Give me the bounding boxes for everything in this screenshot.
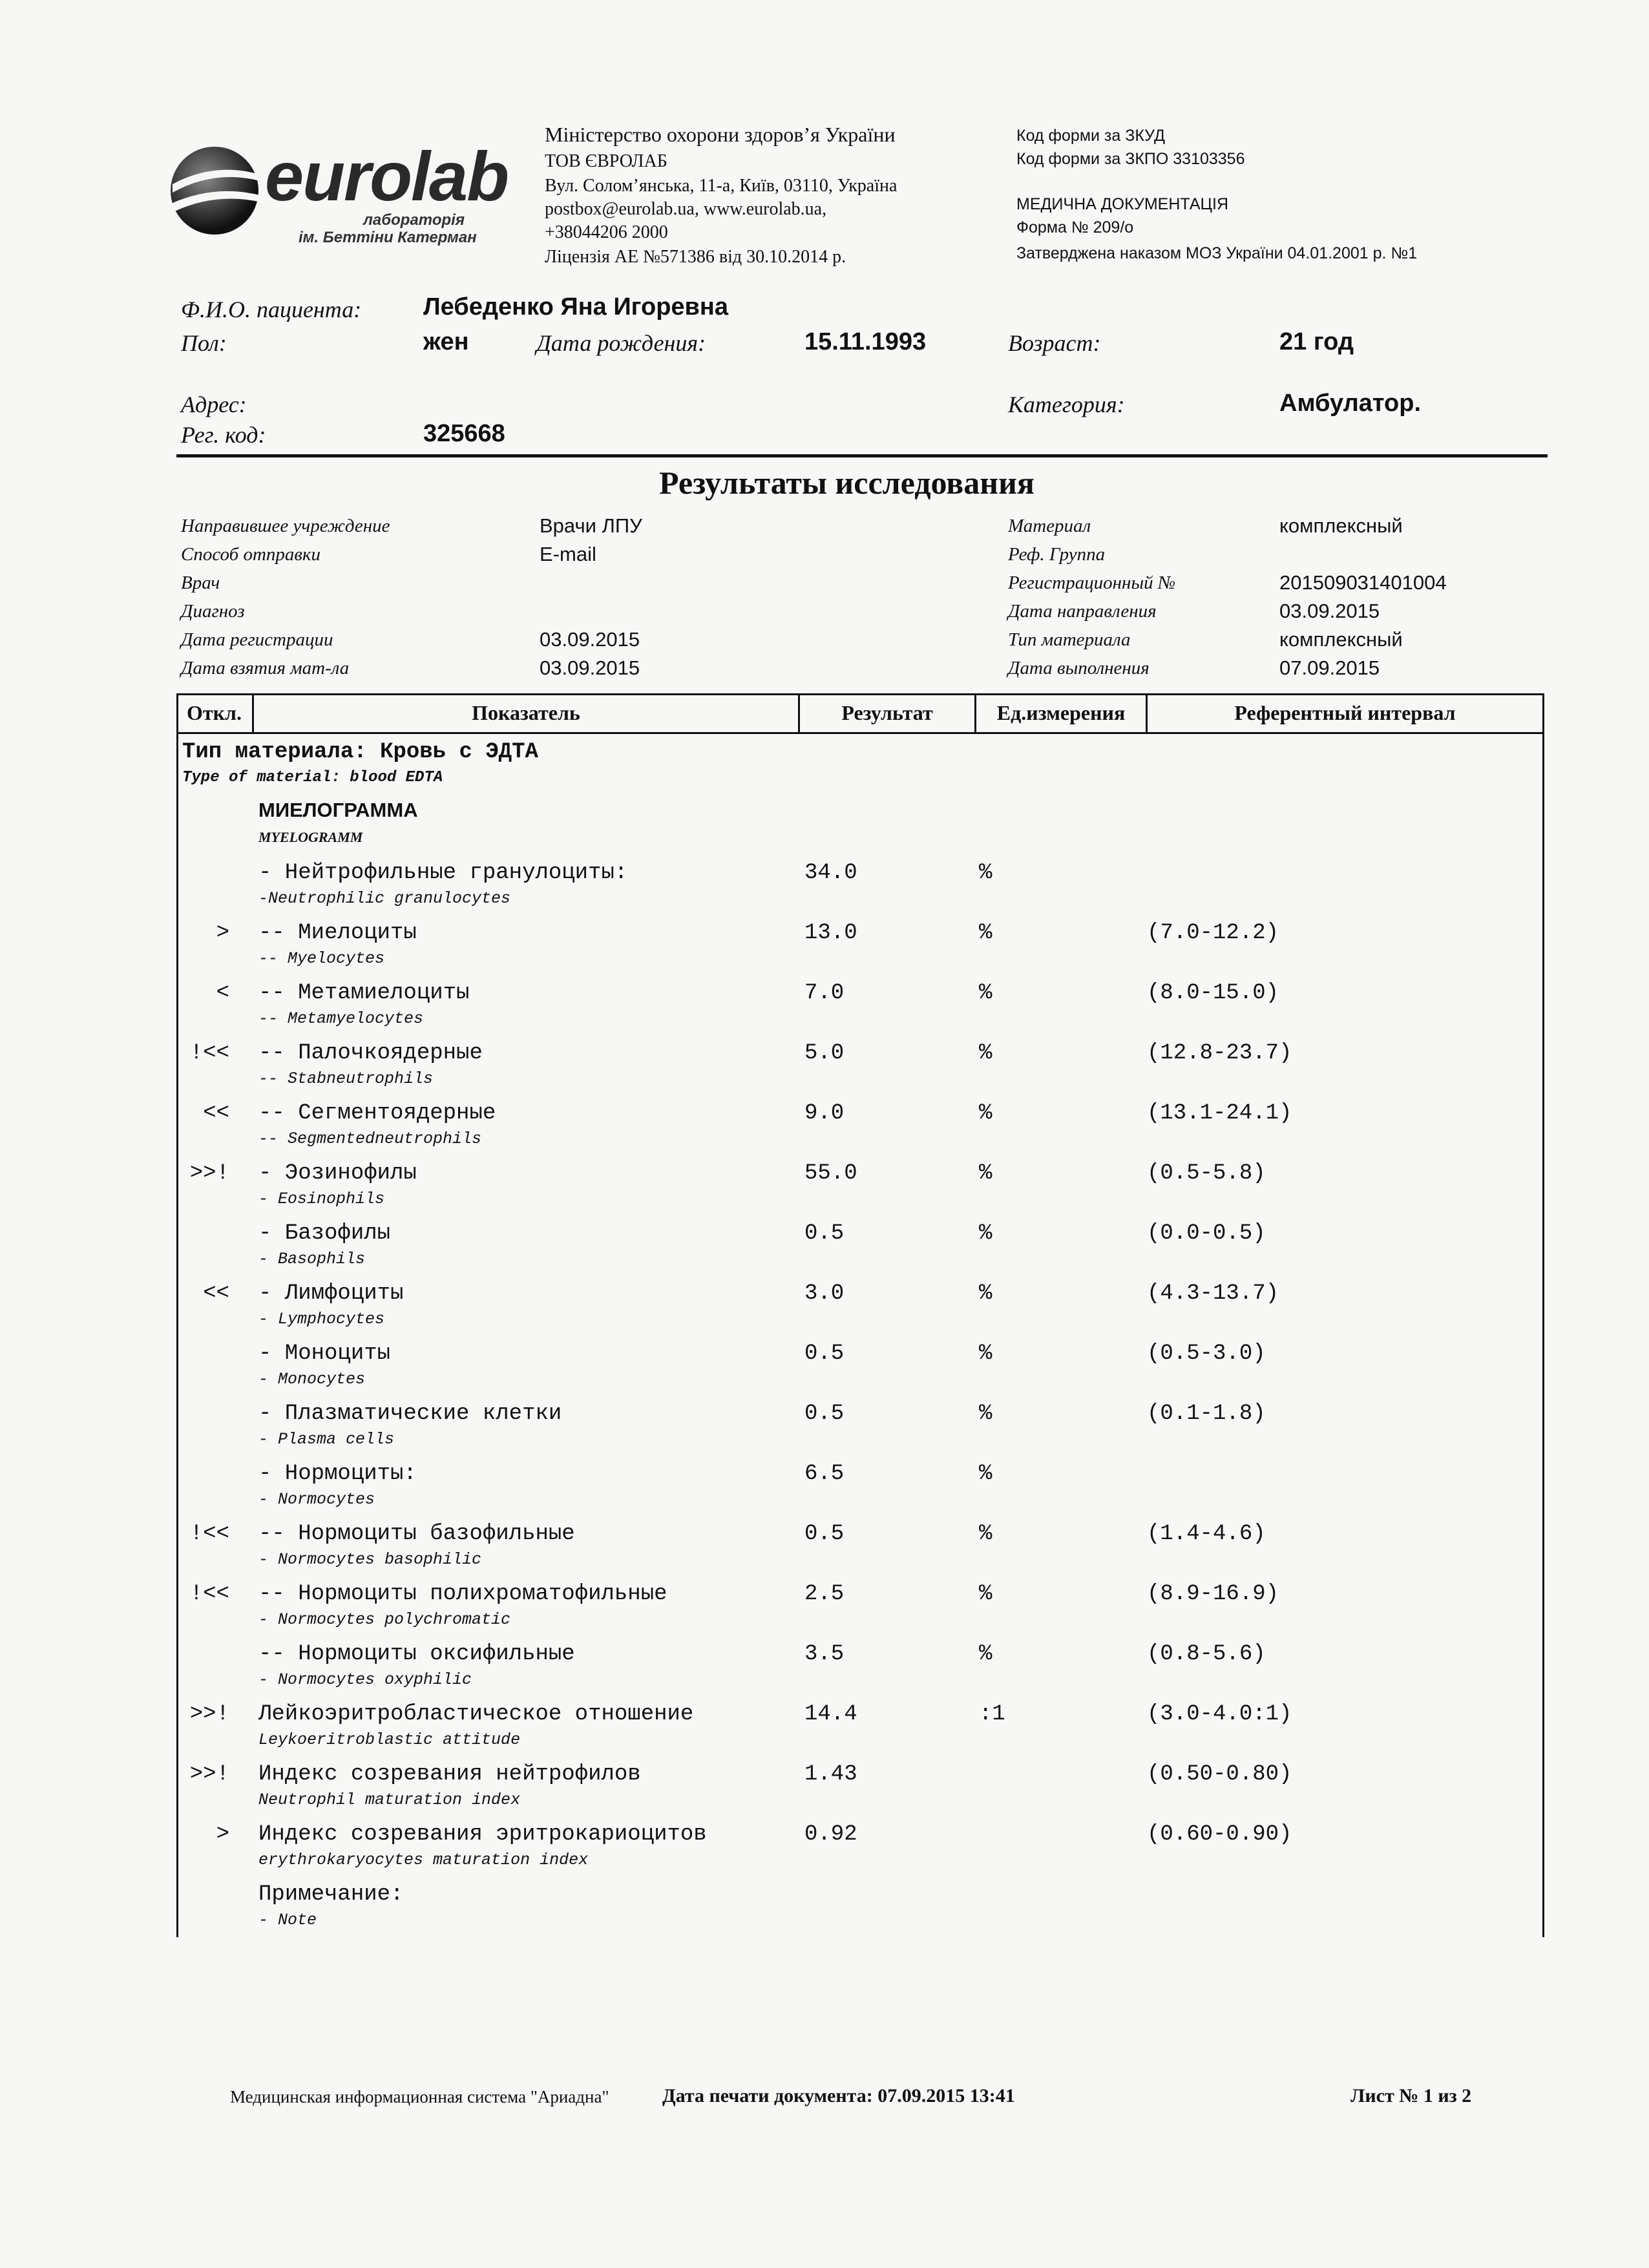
row-unit: % [979, 1402, 993, 1426]
address-label: Адрес: [181, 392, 247, 417]
meta-value: 03.09.2015 [540, 656, 640, 679]
row-indicator-en: -Neutrophilic granulocytes [258, 889, 511, 908]
row-indicator: Индекс созревания нейтрофилов [258, 1762, 641, 1787]
row-result: 0.5 [804, 1221, 845, 1246]
row-reference: (8.9-16.9) [1147, 1582, 1279, 1606]
patient-reg-code: 325668 [423, 420, 505, 447]
footer-system: Медицинская информационная система "Ариадна" [230, 2087, 609, 2106]
row-indicator: Индекс созревания эритрокариоцитов [258, 1822, 707, 1847]
row-indicator-en: - Note [258, 1911, 317, 1929]
patient-category: Амбулатор. [1279, 390, 1422, 417]
eurolab-logo [169, 123, 531, 252]
meta-label: Направившее учреждение [181, 516, 390, 536]
org-line: +38044206 2000 [545, 222, 668, 242]
row-reference: (8.0-15.0) [1147, 981, 1279, 1005]
row-unit: % [979, 1161, 993, 1186]
row-result: 3.0 [804, 1281, 845, 1306]
row-unit: :1 [979, 1702, 1005, 1727]
meta-label: Тип материала [1008, 629, 1131, 650]
row-reference: (3.0-4.0:1) [1147, 1702, 1292, 1727]
patient-dob: 15.11.1993 [804, 328, 927, 355]
meta-label: Врач [181, 572, 220, 593]
header-result: Результат [841, 700, 933, 724]
row-indicator-en: - Plasma cells [258, 1430, 395, 1449]
patient-age: 21 год [1279, 328, 1354, 355]
row-indicator: -- Палочкоядерные [258, 1041, 483, 1066]
row-unit: % [979, 1101, 993, 1126]
row-indicator: Лейкоэритробластическое отношение [258, 1702, 694, 1727]
footer-print-date: Дата печати документа: 07.09.2015 13:41 [662, 2085, 1015, 2106]
row-reference: (7.0-12.2) [1147, 921, 1279, 945]
row-flag: >>! [189, 1762, 229, 1787]
row-indicator-en: -- Segmentedneutrophils [258, 1129, 482, 1148]
org-line: Ліцензія АЕ №571386 від 30.10.2014 р. [545, 247, 846, 267]
row-result: 3.5 [804, 1642, 845, 1666]
category-label: Категория: [1008, 392, 1125, 417]
row-indicator: - Моноциты [258, 1341, 391, 1366]
row-reference: (0.8-5.6) [1147, 1642, 1266, 1666]
header-reference: Референтный интервал [1234, 700, 1456, 724]
row-result: 7.0 [804, 981, 845, 1005]
row-unit: % [979, 1341, 993, 1366]
row-indicator-en: -- Myelocytes [258, 949, 385, 968]
dob-label: Дата рождения: [536, 330, 706, 356]
org-line: ТОВ ЄВРОЛАБ [545, 151, 667, 171]
row-indicator-en: - Lymphocytes [258, 1310, 385, 1328]
divider [176, 454, 1548, 457]
row-reference: (0.5-5.8) [1147, 1161, 1266, 1186]
row-result: 13.0 [804, 921, 857, 945]
row-indicator: - Плазматические клетки [258, 1402, 562, 1426]
header-indicator: Показатель [472, 700, 580, 724]
logo-brand: eurolab [265, 137, 509, 215]
row-result: 5.0 [804, 1041, 845, 1066]
meta-value: 03.09.2015 [1279, 600, 1380, 622]
row-flag: < [216, 981, 229, 1005]
row-result: 0.5 [804, 1402, 845, 1426]
row-indicator: - Базофилы [258, 1221, 391, 1246]
meta-label: Диагноз [181, 601, 245, 622]
row-indicator-en: erythrokaryocytes maturation index [258, 1851, 589, 1869]
meta-value: 201509031401004 [1279, 571, 1447, 594]
row-indicator: -- Нормоциты полихроматофильные [258, 1582, 667, 1606]
results-title: Результаты исследования [659, 465, 1035, 501]
row-indicator-en: -- Metamyelocytes [258, 1009, 424, 1028]
row-indicator: -- Нормоциты базофильные [258, 1522, 575, 1546]
row-reference: (0.5-3.0) [1147, 1341, 1266, 1366]
row-flag: << [203, 1281, 229, 1306]
meta-label: Материал [1008, 516, 1091, 536]
meta-value: Врачи ЛПУ [540, 514, 642, 537]
material-type: Тип материала: Кровь с ЭДТА [182, 740, 538, 764]
row-unit: % [979, 1281, 993, 1306]
row-flag: > [216, 921, 229, 945]
row-indicator-en: - Basophils [258, 1250, 366, 1268]
row-indicator: -- Миелоциты [258, 921, 417, 945]
row-unit: % [979, 921, 993, 945]
meta-label: Реф. Группа [1008, 544, 1106, 565]
row-unit: % [979, 861, 993, 885]
footer-page: Лист № 1 из 2 [1350, 2085, 1472, 2106]
row-flag: !<< [189, 1041, 229, 1066]
row-reference: (0.50-0.80) [1147, 1762, 1292, 1787]
header-unit: Ед.измерения [996, 700, 1126, 724]
row-result: 2.5 [804, 1582, 845, 1606]
row-flag: !<< [189, 1522, 229, 1546]
row-reference: (12.8-23.7) [1147, 1041, 1292, 1066]
age-label: Возраст: [1008, 330, 1101, 356]
org-line: Вул. Солом’янська, 11-а, Київ, 03110, Україна [545, 176, 898, 196]
meta-value: 03.09.2015 [540, 628, 640, 651]
logo-sub1: лабораторія [363, 211, 465, 229]
row-indicator: -- Метамиелоциты [258, 981, 470, 1005]
row-indicator-en: - Eosinophils [258, 1190, 385, 1208]
org-line: postbox@eurolab.ua, www.eurolab.ua, [545, 199, 827, 219]
row-indicator-en: - Monocytes [258, 1370, 366, 1389]
table-header [176, 693, 1544, 734]
row-result: 0.5 [804, 1522, 845, 1546]
row-flag: >>! [189, 1161, 229, 1186]
row-result: 9.0 [804, 1101, 845, 1126]
form-line: Код форми за ЗКПО 33103356 [1016, 150, 1245, 168]
meta-label: Дата направления [1008, 601, 1157, 622]
row-result: 0.92 [804, 1822, 857, 1847]
meta-value: комплексный [1279, 514, 1403, 537]
form-line: Код форми за ЗКУД [1016, 127, 1165, 145]
row-reference: (13.1-24.1) [1147, 1101, 1292, 1126]
form-line: Затверджена наказом МОЗ України 04.01.2001 р. №1 [1016, 244, 1418, 262]
row-result: 14.4 [804, 1702, 857, 1727]
row-indicator-en: Neutrophil maturation index [258, 1790, 521, 1809]
row-indicator: -- Нормоциты оксифильные [258, 1642, 575, 1666]
row-indicator: - Эозинофилы [258, 1161, 417, 1186]
meta-value: E-mail [540, 543, 596, 565]
row-result: 1.43 [804, 1762, 857, 1787]
meta-label: Дата взятия мат-ла [181, 658, 350, 678]
row-indicator-en: - Normocytes polychromatic [258, 1610, 511, 1629]
row-unit: % [979, 1582, 993, 1606]
row-indicator-en: - Normocytes [258, 1490, 375, 1509]
row-unit: % [979, 1221, 993, 1246]
row-unit: % [979, 1041, 993, 1066]
meta-label: Регистрационный № [1008, 572, 1176, 593]
fio-label: Ф.И.О. пациента: [181, 297, 362, 322]
meta-value: комплексный [1279, 628, 1403, 651]
sex-label: Пол: [181, 330, 227, 356]
row-flag: > [216, 1822, 229, 1847]
row-indicator: -- Сегментоядерные [258, 1101, 496, 1126]
row-indicator: Примечание: [258, 1882, 404, 1907]
row-indicator: - Нормоциты: [258, 1462, 417, 1486]
row-flag: << [203, 1101, 229, 1126]
row-indicator-en: Leykoeritroblastic attitude [258, 1730, 521, 1749]
section-title: МИЕЛОГРАММА [258, 799, 418, 821]
row-result: 55.0 [804, 1161, 857, 1186]
patient-sex: жен [423, 328, 469, 355]
row-unit: % [979, 1642, 993, 1666]
row-result: 6.5 [804, 1462, 845, 1486]
meta-label: Дата выполнения [1008, 658, 1150, 678]
section-title-en: MYELOGRAMM [258, 829, 363, 845]
form-line: Форма № 209/о [1016, 218, 1134, 236]
row-indicator-en: - Normocytes basophilic [258, 1550, 482, 1569]
logo-sub2: ім. Беттіни Катерман [299, 229, 477, 246]
reg-label: Рег. код: [181, 422, 266, 448]
row-indicator: - Нейтрофильные гранулоциты: [258, 861, 628, 885]
row-reference: (1.4-4.6) [1147, 1522, 1266, 1546]
row-indicator: - Лимфоциты [258, 1281, 404, 1306]
org-line: Міністерство охорони здоров’я України [545, 123, 896, 146]
row-flag: !<< [189, 1582, 229, 1606]
row-reference: (4.3-13.7) [1147, 1281, 1279, 1306]
row-result: 0.5 [804, 1341, 845, 1366]
row-unit: % [979, 1462, 993, 1486]
material-type-en: Type of material: blood EDTA [182, 769, 443, 786]
row-reference: (0.0-0.5) [1147, 1221, 1266, 1246]
row-result: 34.0 [804, 861, 857, 885]
row-flag: >>! [189, 1702, 229, 1727]
meta-label: Дата регистрации [181, 629, 333, 650]
meta-value: 07.09.2015 [1279, 656, 1380, 679]
row-unit: % [979, 981, 993, 1005]
row-reference: (0.60-0.90) [1147, 1822, 1292, 1847]
meta-label: Способ отправки [181, 544, 321, 565]
row-indicator-en: -- Stabneutrophils [258, 1069, 434, 1088]
form-line: МЕДИЧНА ДОКУМЕНТАЦІЯ [1016, 195, 1229, 213]
patient-name: Лебеденко Яна Игоревна [423, 293, 728, 320]
header-deviation: Откл. [187, 700, 242, 724]
row-unit: % [979, 1522, 993, 1546]
row-reference: (0.1-1.8) [1147, 1402, 1266, 1426]
row-indicator-en: - Normocytes oxyphilic [258, 1670, 472, 1689]
